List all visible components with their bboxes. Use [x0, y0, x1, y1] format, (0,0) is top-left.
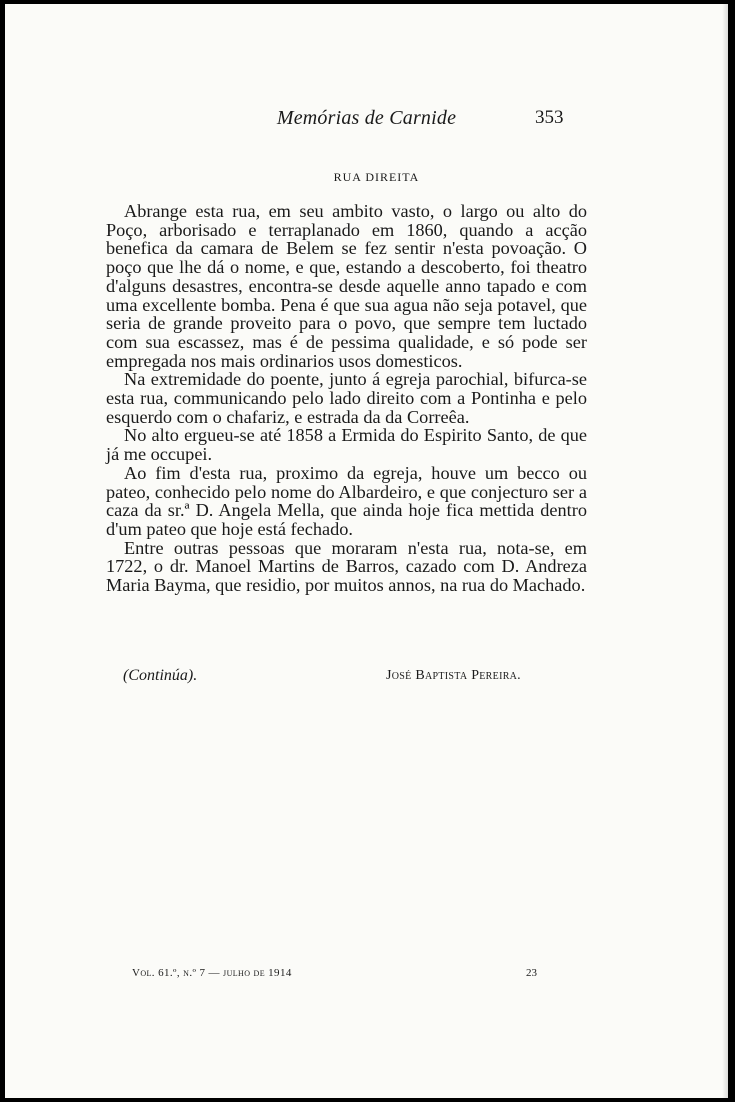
page-number: 353: [535, 107, 564, 128]
author-signature: José Baptista Pereira.: [386, 668, 521, 683]
body-text: [106, 202, 587, 595]
section-title: RUA DIREITA: [333, 170, 420, 184]
document-page: [5, 4, 728, 1098]
continuation-note: (Continúa).: [123, 667, 198, 684]
paragraph: Na extremidade do poente, junto á egreja parochial, bifurca-se esta rua, communicando pelo lado direito com a Pontinha e pelo esquerdo com o chafariz, e estrada da da Correêa.: [106, 369, 587, 427]
running-head-title: Memórias de Carnide: [276, 107, 457, 129]
signature-mark: 23: [526, 967, 537, 979]
paragraph: Abrange esta rua, em seu ambito vasto, o largo ou alto do Poço, arborisado e terraplanado em 1860, quando a acção benefica da camara de Belem se fez sentir n'esta povoação. O poço que lhe dá o nome, e que, estando a descoberto, foi theatro d'alguns desastres, encontra-se desde aquelle anno tapado e com uma excellente bomba. Pena é que sua agua não seja potavel, que seria de grande proveito para o povo, que sempre tem luctado com sua escassez, mas é de pessima qualidade, e só pode ser empregada nos mais ordinarios usos domesticos.: [106, 201, 587, 371]
paragraph: Ao fim d'esta rua, proximo da egreja, houve um becco ou pateo, conhecido pelo nome do Albardeiro, e que conjecturo ser a caza da sr.ª D. Angela Mella, que ainda hoje fica mettida dentro d'um pateo que hoje está fechado.: [106, 462, 587, 539]
paragraph: Entre outras pessoas que moraram n'esta rua, nota-se, em 1722, o dr. Manoel Martins de Barros, cazado com D. Andreza Maria Bayma, que residio, por muitos annos, na rua do Machado.: [106, 537, 587, 596]
page-edge-shadow: [722, 4, 728, 1098]
volume-footer: Vol. 61.º, n.º 7 — julho de 1914: [132, 967, 292, 979]
paragraph: No alto ergueu-se até 1858 a Ermida do Espirito Santo, de que já me occupei.: [106, 425, 587, 465]
